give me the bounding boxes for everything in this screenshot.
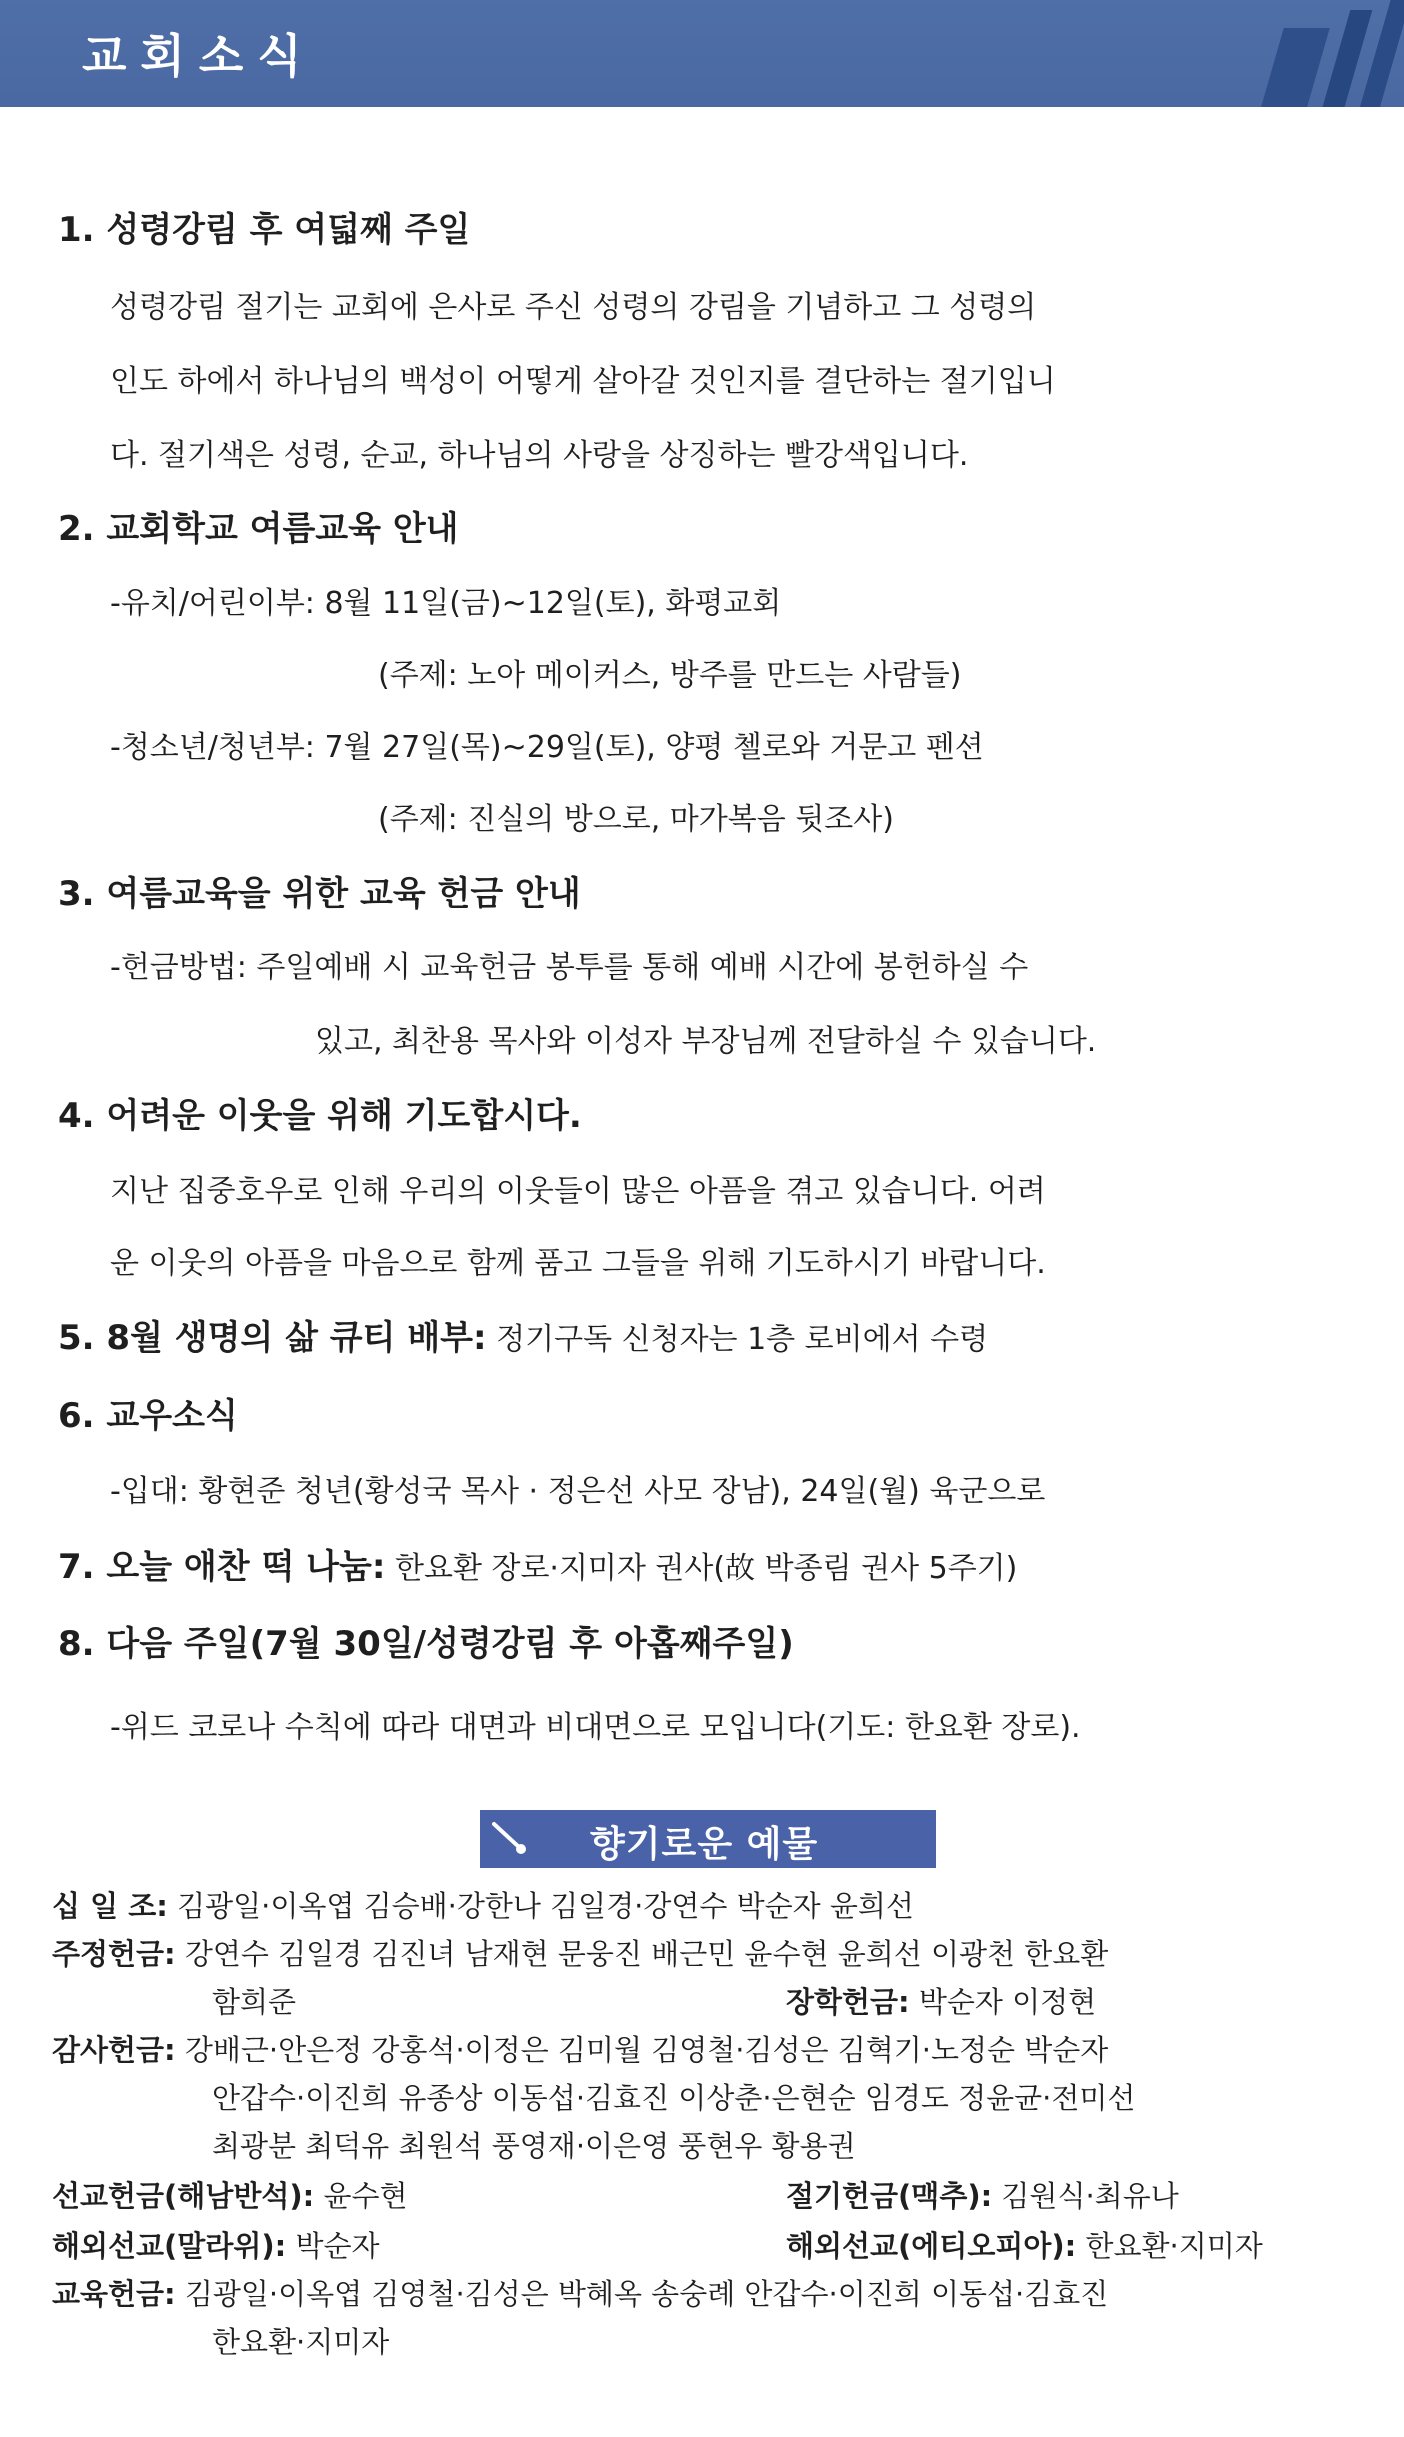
offering-row	[52, 2176, 407, 2216]
item-inline-row	[58, 1318, 988, 1360]
offering-label: 절기헌금(맥추):	[786, 2179, 993, 2213]
header-title: 교회소식	[82, 29, 316, 83]
offering-names: 김광일·이옥엽 김승배·강한나 김일경·강연수 박순자 윤희선	[177, 1889, 914, 1923]
offering-names: 안갑수·이진희 유종상 이동섭·김효진 이상춘·은현순 임경도 정윤균·전미선	[212, 2081, 1136, 2115]
page-header	[0, 0, 1404, 107]
item-text: (주제: 노아 메이커스, 방주를 만드는 사람들)	[378, 658, 962, 693]
offering-label: 십 일 조:	[52, 1889, 168, 1923]
item-text: 인도 하에서 하나님의 백성이 어떻게 살아갈 것인지를 결단하는 절기입니	[110, 364, 1056, 399]
offerings-banner-title: 향기로운 예물	[590, 1824, 819, 1865]
offering-names: 윤수현	[323, 2179, 408, 2213]
item-text: 한요환 장로·지미자 권사(故 박종림 권사 5주기)	[394, 1551, 1018, 1586]
item-text: -헌금방법: 주일예배 시 교육헌금 봉투를 통해 예배 시간에 봉헌하실 수	[110, 950, 1029, 985]
offering-row	[52, 2274, 1108, 2314]
item-heading: 4. 어려운 이웃을 위해 기도합시다.	[58, 1096, 582, 1136]
item-text: (주제: 진실의 방으로, 마가복음 뒷조사)	[378, 802, 894, 837]
offering-label: 교육헌금:	[52, 2277, 176, 2311]
item-text: 정기구독 신청자는 1층 로비에서 수령	[496, 1322, 989, 1357]
item-heading: 6. 교우소식	[58, 1396, 238, 1436]
offering-row	[52, 1886, 914, 1926]
item-heading: 3. 여름교육을 위한 교육 헌금 안내	[58, 874, 581, 914]
offering-row	[52, 1934, 1108, 1974]
offerings-banner	[480, 1810, 936, 1868]
item-heading: 5. 8월 생명의 삶 큐티 배부:	[58, 1318, 487, 1358]
offering-row	[52, 2030, 1108, 2070]
offering-names: 강배근·안은정 강홍석·이정은 김미월 김영철·김성은 김혁기·노정순 박순자	[184, 2033, 1109, 2067]
offering-names: 최광분 최덕유 최원석 풍영재·이은영 풍현우 황용권	[212, 2129, 856, 2163]
offering-row	[786, 2226, 1263, 2266]
offering-names: 함희준	[212, 1985, 297, 2019]
offering-names: 김광일·이옥엽 김영철·김성은 박혜옥 송숭례 안갑수·이진희 이동섭·김효진	[184, 2277, 1109, 2311]
offering-names: 한요환·지미자	[1085, 2229, 1263, 2263]
item-text: 다. 절기색은 성령, 순교, 하나님의 사랑을 상징하는 빨강색입니다.	[110, 438, 969, 473]
item-text: 있고, 최찬용 목사와 이성자 부장님께 전달하실 수 있습니다.	[315, 1024, 1097, 1059]
offering-label: 해외선교(에티오피아):	[786, 2229, 1077, 2263]
offering-names: 박순자 이정현	[918, 1985, 1097, 2019]
offering-label: 주정헌금:	[52, 1937, 176, 1971]
pen-icon	[490, 1818, 532, 1860]
offering-label: 감사헌금:	[52, 2033, 176, 2067]
header-stripe-decoration	[1252, 28, 1330, 107]
offering-row	[786, 2176, 1179, 2216]
item-text: -청소년/청년부: 7월 27일(목)~29일(토), 양평 첼로와 거문고 펜션	[110, 730, 984, 765]
item-heading: 7. 오늘 애찬 떡 나눔:	[58, 1547, 386, 1587]
item-text: 지난 집중호우로 인해 우리의 이웃들이 많은 아픔을 겪고 있습니다. 어려	[110, 1174, 1046, 1209]
offering-names: 강연수 김일경 김진녀 남재현 문웅진 배근민 윤수현 윤희선 이광천 한요환	[184, 1937, 1109, 1971]
offering-label: 선교헌금(해남반석):	[52, 2179, 315, 2213]
item-text: -입대: 황현준 청년(황성국 목사 · 정은선 사모 장남), 24일(월) 육군으로	[110, 1474, 1046, 1509]
item-heading: 2. 교회학교 여름교육 안내	[58, 509, 459, 549]
offering-row	[786, 1982, 1096, 2022]
item-heading: 1. 성령강림 후 여덟째 주일	[58, 210, 471, 250]
offering-names: 박순자	[295, 2229, 380, 2263]
item-heading: 8. 다음 주일(7월 30일/성령강림 후 아홉째주일)	[58, 1624, 794, 1664]
offering-label: 해외선교(말라위):	[52, 2229, 287, 2263]
offering-names: 한요환·지미자	[212, 2325, 390, 2359]
item-inline-row	[58, 1547, 1017, 1589]
offering-names: 김원식·최유나	[1001, 2179, 1179, 2213]
offering-row	[52, 2226, 379, 2266]
item-text: -위드 코로나 수칙에 따라 대면과 비대면으로 모입니다(기도: 한요환 장로).	[110, 1710, 1081, 1745]
item-text: -유치/어린이부: 8월 11일(금)~12일(토), 화평교회	[110, 586, 782, 621]
item-text: 성령강림 절기는 교회에 은사로 주신 성령의 강림을 기념하고 그 성령의	[110, 290, 1037, 325]
offering-label: 장학헌금:	[786, 1985, 910, 2019]
item-text: 운 이웃의 아픔을 마음으로 함께 품고 그들을 위해 기도하시기 바랍니다.	[110, 1246, 1046, 1281]
